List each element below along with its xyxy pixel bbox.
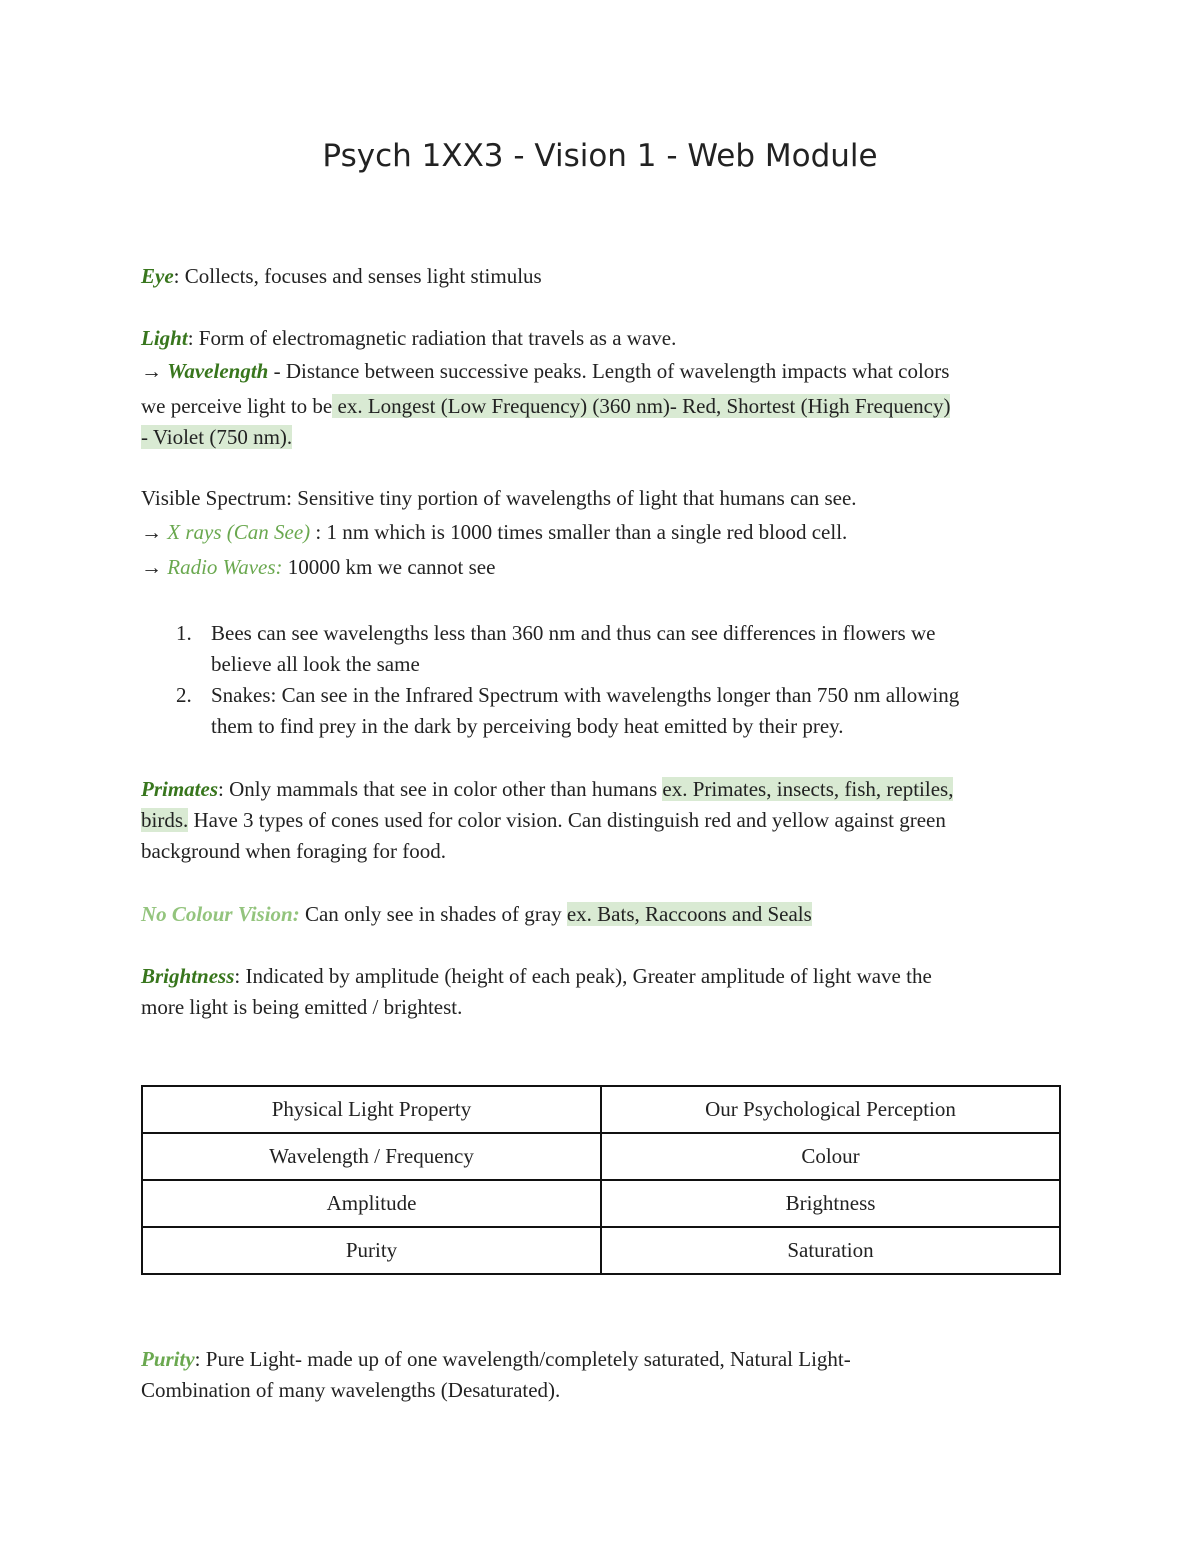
arrow-icon: → [141,555,168,579]
eye-term: Eye [141,264,174,288]
purity-line-2: Combination of many wavelengths (Desaturated). [141,1378,561,1402]
primates-example-highlight-cont: birds. [141,808,189,832]
eye-definition: Eye: Collects, focuses and senses light stimulus [141,264,542,288]
brightness-term: Brightness [141,964,235,988]
light-properties-table [141,1085,1061,1275]
brightness-line-2: more light is being emitted / brightest. [141,995,463,1019]
visible-spectrum-definition: Visible Spectrum: Sensitive tiny portion of wavelengths of light that humans can see. [141,486,857,510]
light-text: Form of electromagnetic radiation that travels as a wave. [193,326,677,350]
radio-waves-line: → Radio Waves: 10000 km we cannot see [141,555,496,579]
xrays-term: X rays (Can See) [167,520,311,544]
primates-example-highlight: ex. Primates, insects, fish, reptiles, [662,777,954,801]
list-number: 2. [176,683,192,707]
wavelength-line-1: → Wavelength - Distance between successive peaks. Length of wavelength impacts what colors [141,359,950,383]
radio-waves-term: Radio Waves: [167,555,283,579]
table-cell: Saturation [601,1227,1060,1274]
table-cell: Amplitude [142,1180,601,1227]
table-cell: Physical Light Property [142,1086,601,1133]
document-page: Psych 1XX3 - Vision 1 - Web Module Eye: Collects, focuses and senses light stimulus Light: Form of electromagnetic radiation that travels as a wave. → Wavelength - Distance between successive peaks. Length of wavelength impacts what colors we perceive light to be ex. Longest (Low Frequency) (360 nm)- Red, Shortest (High Frequency) - Violet (750 nm). Visible Spectrum: Sensitive tiny portion of wavelengths of light that humans can see. → X rays (Can See) : 1 nm which is 1000 times smaller than a single red blood cell. → Radio Waves: 10000 km we cannot see 1. Bees can see wavelengths less than 360 nm and thus can see differences in flowers we believe all look the same 2. Snakes: Can see in the Infrared Spectrum with wavelengths longer than 750 nm allowing them to find prey in the dark by perceiving body heat emitted by their prey. Primates: Only mammals that see in color other than humans ex. Primates, insects, fish, reptiles, birds. Have 3 types of cones used for color vision. Can distinguish red and yellow against green background when foraging for food. No Colour Vision: Can only see in shades of gray ex. Bats, Raccoons and Seals Brightness: Indicated by amplitude (height of each peak), Greater amplitude of light wave the more light is being emitted / brightest. Physical Light Property Our Psychological Perception Wavelength / Frequency Colour Amplitude Brightness Purity Saturation Purity: Pure Light- made up of one wavelength/completely saturated, Natural Light- Combination of many wavelengths (Desaturated). [0,0,1200,1553]
xrays-line: → X rays (Can See) : 1 nm which is 1000 times smaller than a single red blood cell. [141,520,848,544]
table-cell: Wavelength / Frequency [142,1133,601,1180]
purity-line-1: Purity: Pure Light- made up of one wavelength/completely saturated, Natural Light- [141,1347,851,1371]
purity-term: Purity [141,1347,195,1371]
table-row [142,1086,1060,1133]
page-title: Psych 1XX3 - Vision 1 - Web Module [322,138,878,174]
table-cell: Colour [601,1133,1060,1180]
arrow-icon: → [141,359,168,383]
no-colour-example-highlight: ex. Bats, Raccoons and Seals [566,902,812,926]
primates-line-2: birds. Have 3 types of cones used for color vision. Can distinguish red and yellow against green [141,808,946,832]
light-term: Light [141,326,188,350]
no-colour-vision-term: No Colour Vision: [141,902,300,926]
primates-line-3: background when foraging for food. [141,839,446,863]
primates-line-1: Primates: Only mammals that see in color other than humans ex. Primates, insects, fish, reptiles, [141,777,954,801]
arrow-icon: → [141,520,168,544]
table-cell: Purity [142,1227,601,1274]
table-row [142,1133,1060,1180]
primates-term: Primates [141,777,218,801]
wavelength-example-highlight: ex. Longest (Low Frequency) (360 nm)- Red, Shortest (High Frequency) [332,394,951,418]
light-definition: Light: Form of electromagnetic radiation that travels as a wave. [141,326,677,350]
list-number: 1. [176,621,192,645]
wavelength-line-3 [141,422,1071,453]
table-row [142,1227,1060,1274]
wavelength-term: Wavelength [167,359,269,383]
eye-text: Collects, focuses and senses light stimulus [179,264,542,288]
table-cell: Our Psychological Perception [601,1086,1060,1133]
wavelength-example-highlight-cont: - Violet (750 nm). [141,425,293,449]
table-row [142,1180,1060,1227]
wavelength-line-2: we perceive light to be ex. Longest (Low Frequency) (360 nm)- Red, Shortest (High Frequency) [141,394,951,418]
no-colour-vision-line: No Colour Vision: Can only see in shades of gray ex. Bats, Raccoons and Seals [141,902,812,926]
table-cell: Brightness [601,1180,1060,1227]
brightness-line-1: Brightness: Indicated by amplitude (height of each peak), Greater amplitude of light wave the [141,964,932,988]
